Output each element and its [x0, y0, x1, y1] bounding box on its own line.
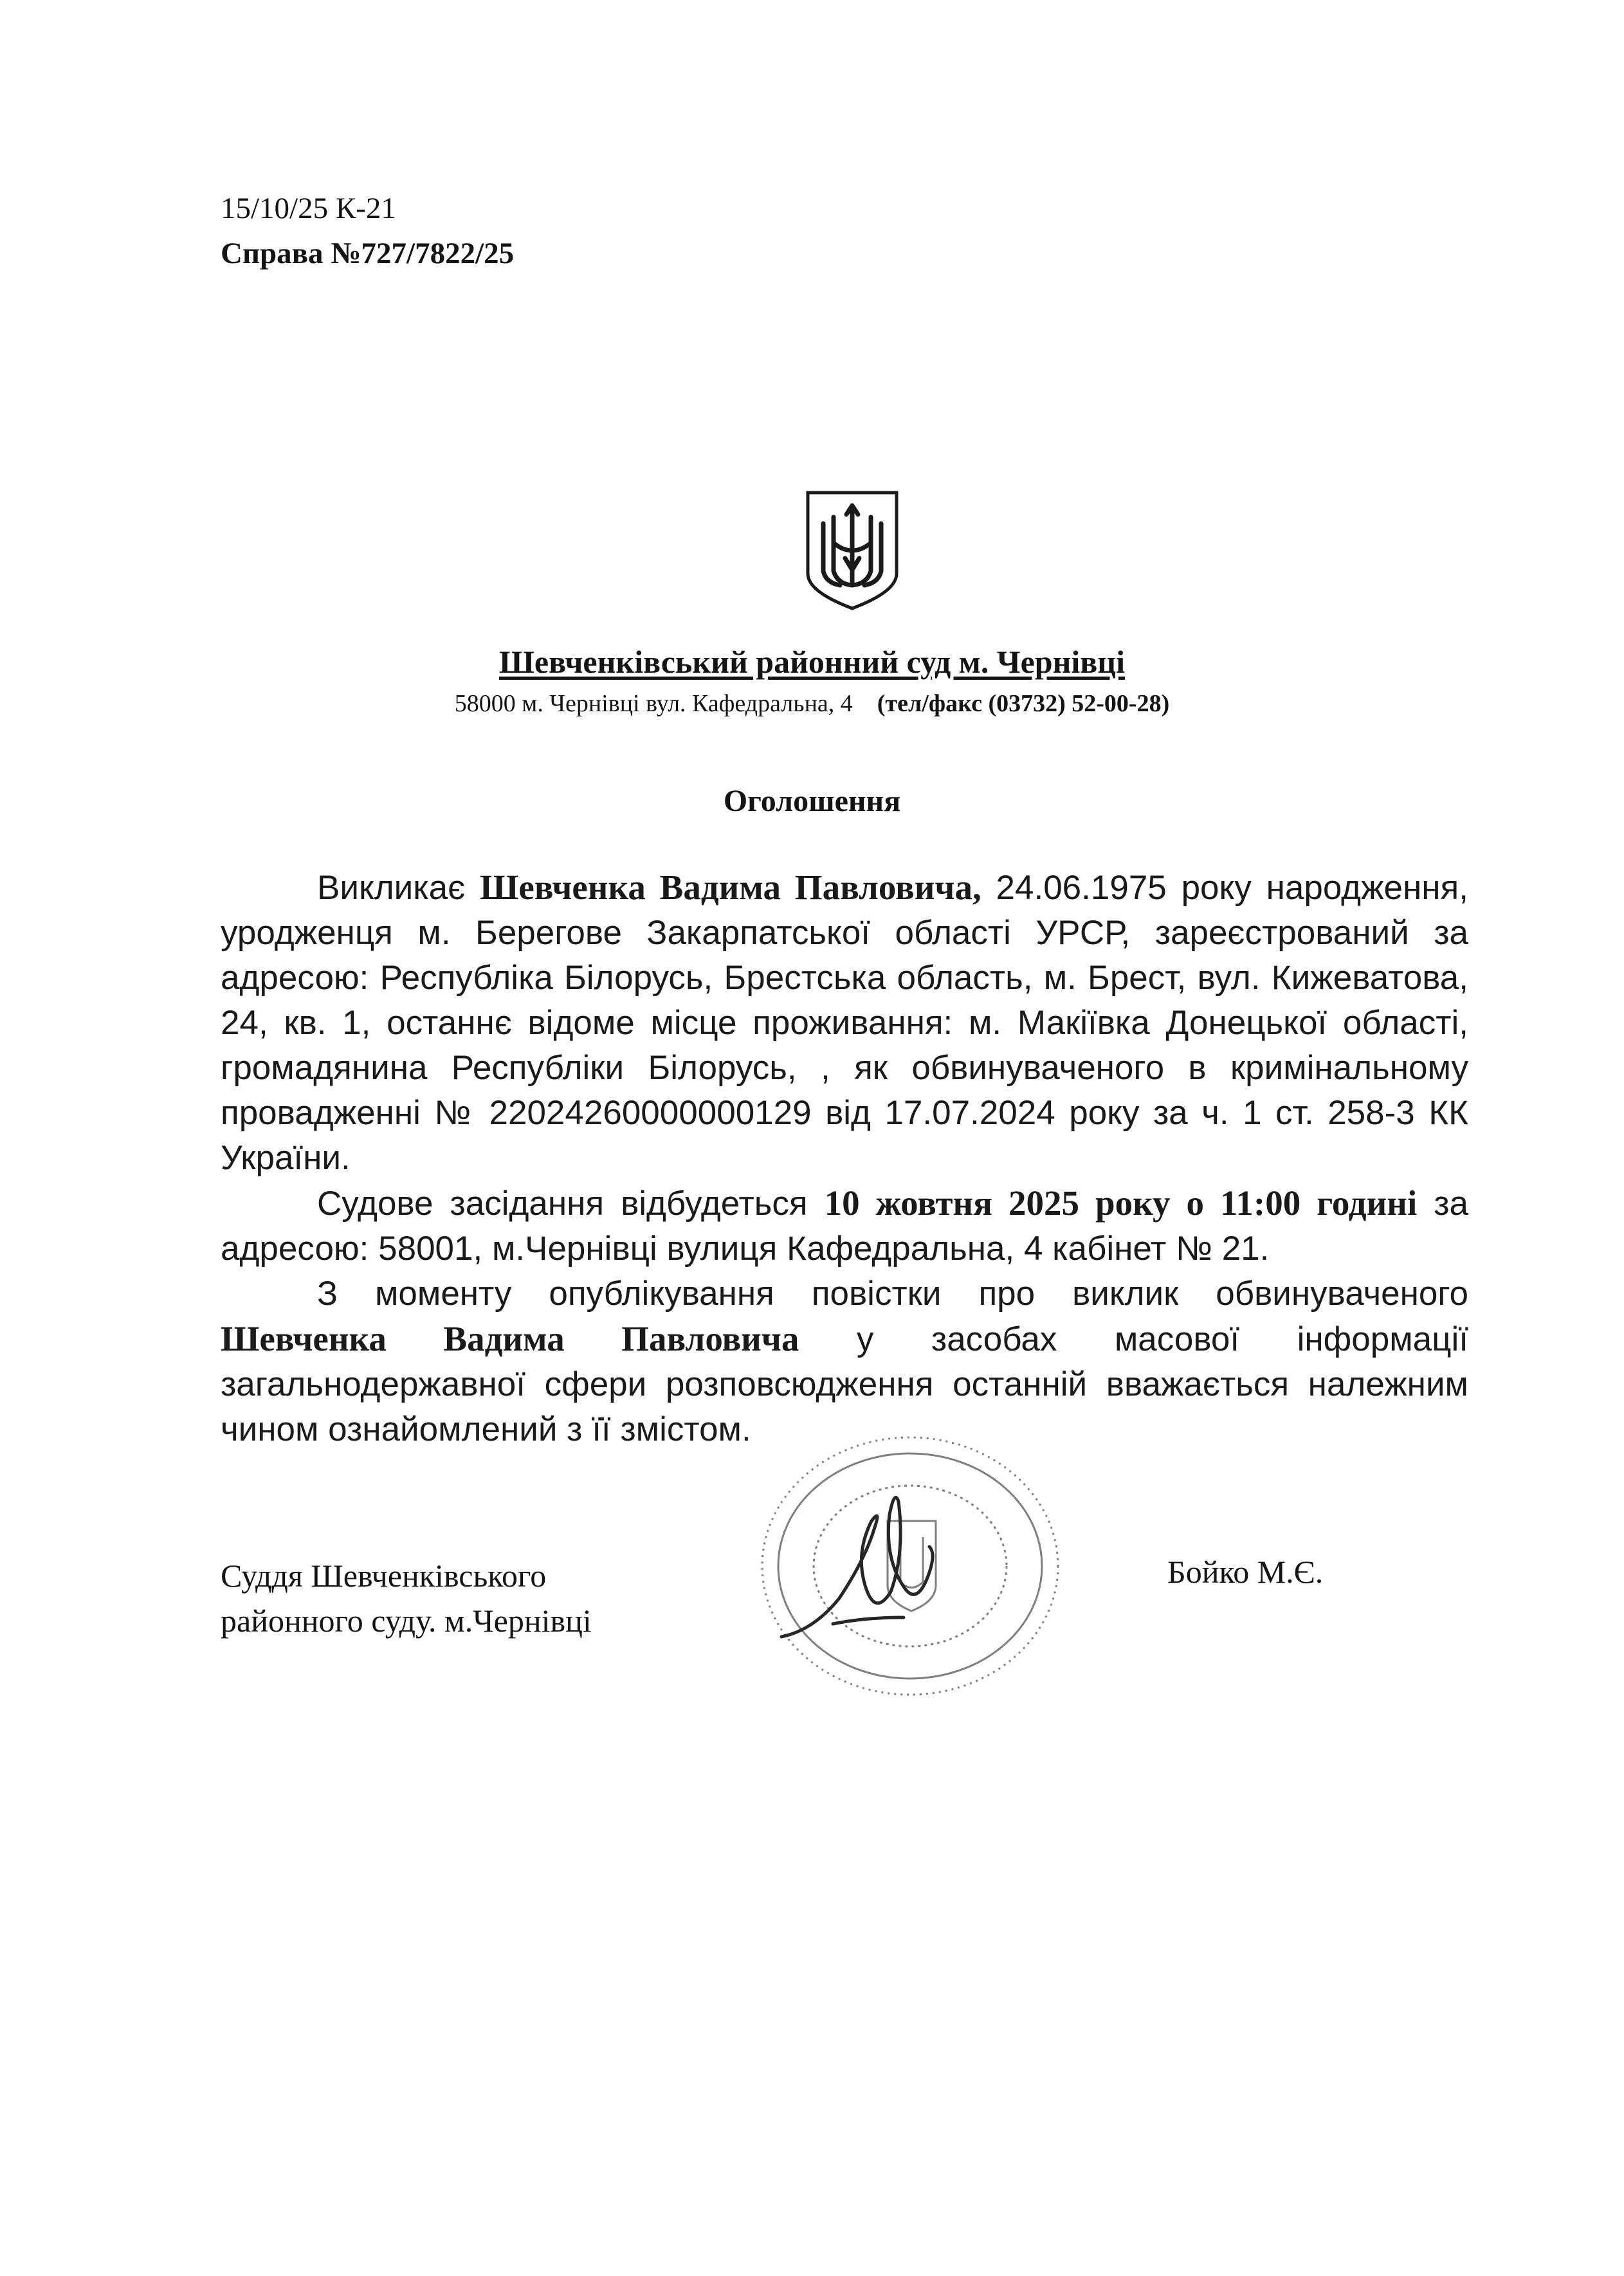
hearing-date: 10 жовтня 2025 року о 11:00 годині — [824, 1183, 1418, 1223]
p3-rest: у засобах масової інформації загальнодержавної сфери розповсюдження останній вважається належним чином ознайомлений з її змістом. — [221, 1320, 1468, 1448]
p3-intro: З моменту опублікування повістки про виклик обвинуваченого — [317, 1275, 1468, 1313]
document-meta-line: 15/10/25 К-21 — [221, 192, 396, 225]
court-name: Шевченківський районний суд м. Чернівці — [499, 644, 1125, 680]
notice-body — [221, 865, 1468, 1452]
notice-paragraph — [221, 1181, 1468, 1271]
judge-position — [221, 1553, 592, 1643]
coat-of-arms-icon — [804, 489, 900, 612]
notice-paragraph — [221, 865, 1468, 1181]
defendant-name-2: Шевченка Вадима Павловича — [221, 1319, 799, 1358]
p2-intro: Судове засідання відбудеться — [317, 1185, 825, 1223]
court-address: 58000 м. Чернівці вул. Кафедральна, 4 — [454, 690, 853, 717]
notice-title: Оголошення — [723, 784, 901, 818]
court-phone: (тел/факс (03732) 52-00-28) — [877, 690, 1170, 717]
p1-rest: 24.06.1975 року народження, уродженця м. Берегове Закарпатської області УРСР, зареєстрований за адресою: Республіка Білорусь, Брестська область, м. Брест, вул. Кижеватова, 24, кв. 1, останнє відоме місце проживання: м. Макіївка Донецької області, громадянина Республіки Білорусь, , як обвинуваченого в кримінальному провадженні № 22024260000000129 від 17.07.2024 року за ч. 1 ст. 258-3 КК України. — [221, 869, 1468, 1177]
judge-name: Бойко М.Є. — [1167, 1554, 1324, 1590]
judge-position-line2: районного суду. м.Чернівці — [221, 1603, 592, 1639]
defendant-name: Шевченка Вадима Павловича, — [479, 868, 981, 907]
p2-rest: за адресою: 58001, м.Чернівці вулиця Кафедральна, 4 кабінет № 21. — [221, 1185, 1468, 1268]
case-number: Справа №727/7822/25 — [221, 237, 515, 270]
p1-intro: Викликає — [317, 869, 480, 907]
judge-position-line1: Суддя Шевченківського — [221, 1558, 547, 1594]
court-address-line — [0, 689, 1624, 718]
court-seal-icon — [736, 1425, 1071, 1720]
